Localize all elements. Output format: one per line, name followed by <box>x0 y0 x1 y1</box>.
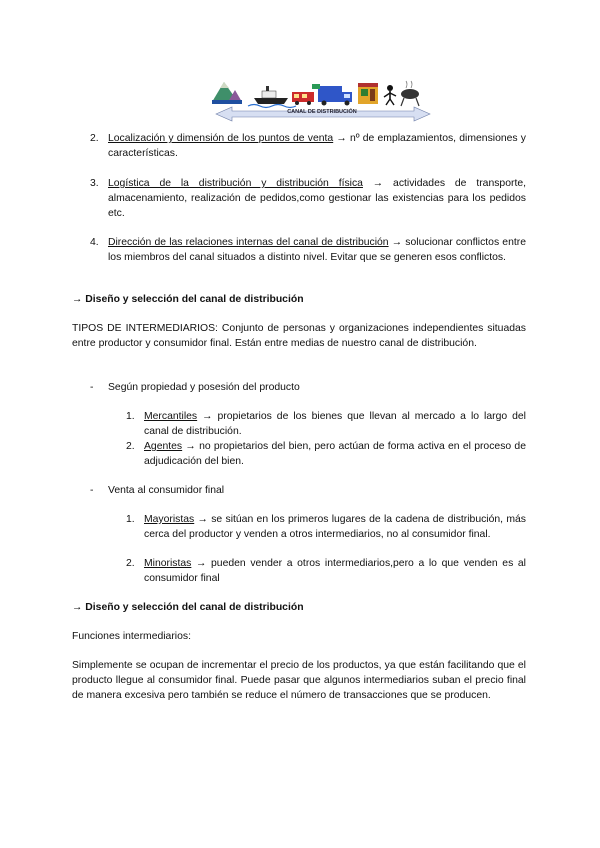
list-item-term: Mayoristas <box>144 514 195 525</box>
list-item-desc: → se sitúan en los primeros lugares de la cadena de distribución, más cerca del productor y venden a otros intermediarios, no al consumidor final. <box>144 514 526 540</box>
list-item <box>90 131 526 161</box>
group-dash: - <box>90 382 94 393</box>
group-dash: - <box>90 485 94 496</box>
list-item-text <box>144 439 526 469</box>
funciones-label: Funciones intermediarios: <box>72 631 191 642</box>
list-item <box>126 556 526 586</box>
list-item-desc: → no propietarios del bien, pero actúan de forma activa en el proceso de adjudicación del bien. <box>144 441 526 467</box>
mountain-icon <box>212 82 242 104</box>
banner-text: CANAL DE DISTRIBUCIÓN <box>287 109 357 115</box>
list-item <box>90 235 526 280</box>
ship-icon <box>248 86 296 108</box>
list-item-text <box>108 176 526 221</box>
section-heading: → Diseño y selección del canal de distribución <box>72 294 304 305</box>
list-item-term: Logística de la distribución y distribución física <box>108 178 363 189</box>
list-item-text <box>108 131 526 161</box>
list-item-desc: → solucionar conflictos entre los miembros del canal situados a distinto nivel. Evitar que se generen esos conflictos. <box>108 237 526 263</box>
list-item <box>90 176 526 221</box>
list-number: 3. <box>90 178 99 189</box>
store-icon <box>358 83 378 104</box>
section-heading: → Diseño y selección del canal de distribución <box>72 602 304 613</box>
header-illustration <box>208 76 438 124</box>
shopper-icon <box>384 85 396 105</box>
list-item-term: Mercantiles <box>144 411 198 422</box>
list-item-text <box>144 556 526 586</box>
list-number: 4. <box>90 237 99 248</box>
list-item-text <box>144 512 526 542</box>
train-icon <box>292 92 314 105</box>
list-number: 2. <box>126 441 135 452</box>
list-item-desc: → actividades de transporte, almacenamiento, realización de pedidos,como gestionar las existencias para los pedidos etc. <box>108 178 526 219</box>
list-item-term: Localización y dimensión de los puntos de venta <box>108 133 334 144</box>
list-number: 2. <box>126 558 135 569</box>
distribution-channel-banner <box>208 76 438 124</box>
list-number: 1. <box>126 514 135 525</box>
list-item-desc: → propietarios de los bienes que llevan al mercado a lo largo del canal de distribución. <box>144 411 526 437</box>
list-item-term: Agentes <box>144 441 183 452</box>
list-item-text <box>108 235 526 265</box>
list-item <box>126 439 526 469</box>
list-number: 2. <box>90 133 99 144</box>
group-title: Según propiedad y posesión del producto <box>108 382 300 393</box>
list-item-term: Dirección de las relaciones internas del canal de distribución <box>108 237 389 248</box>
list-item-desc: → pueden vender a otros intermediarios,pero a lo que venden es al consumidor final <box>144 558 526 584</box>
truck-icon <box>312 84 352 106</box>
tipos-paragraph: TIPOS DE INTERMEDIARIOS: Conjunto de personas y organizaciones independientes situadas entre productor y consumidor final. Están entre medias de nuestro canal de distribución. <box>72 323 526 349</box>
list-item <box>126 512 526 557</box>
list-item <box>126 409 526 439</box>
list-number: 1. <box>126 411 135 422</box>
group-title: Venta al consumidor final <box>108 485 225 496</box>
grill-icon <box>401 81 419 106</box>
list-item-text <box>144 409 526 439</box>
list-item-term: Minoristas <box>144 558 192 569</box>
final-paragraph: Simplemente se ocupan de incrementar el precio de los productos, ya que están facilitando que el producto llegue al consumidor final. Puede pasar que algunos intermediarios suban el precio final de manera excesiva pero también se reduce el número de transacciones que se producen. <box>72 660 526 701</box>
list-item-desc: → nº de emplazamientos, dimensiones y características. <box>108 133 527 159</box>
